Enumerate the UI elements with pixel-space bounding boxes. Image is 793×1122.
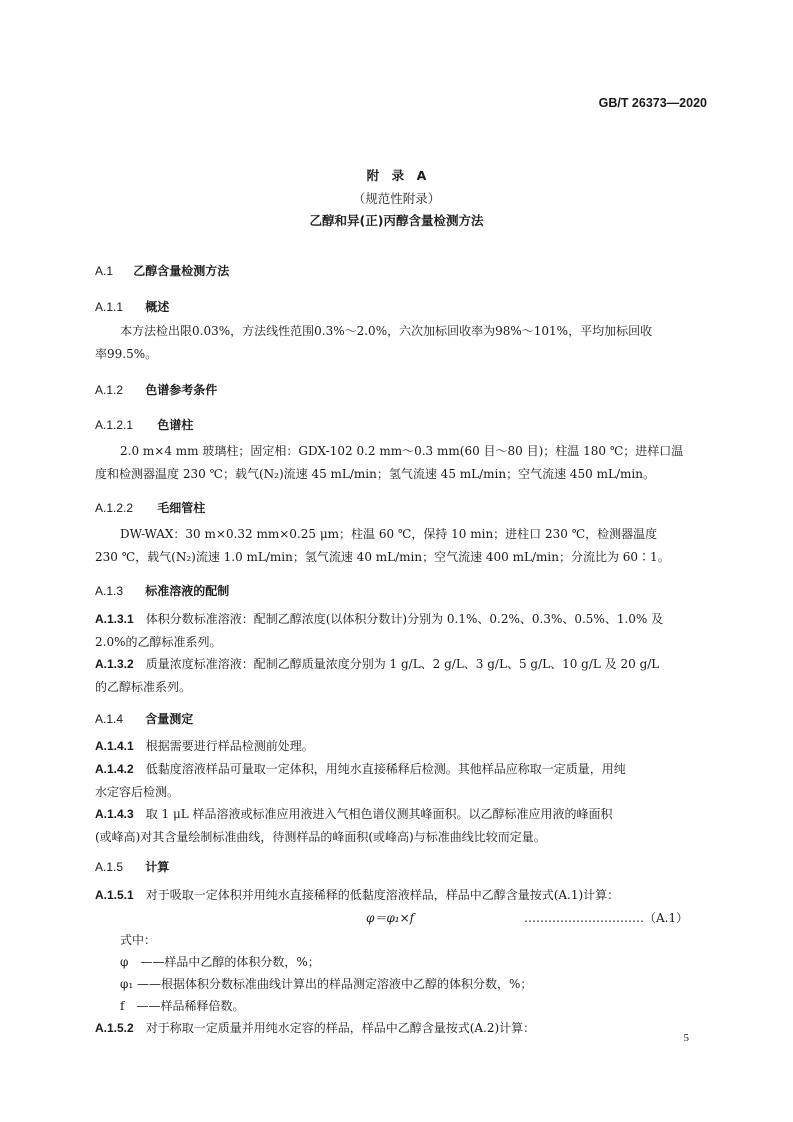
- clause-text: 取 1 μL 样品溶液或标准应用液进入气相色谱仪测其峰面积。以乙醇标准应用液的峰面积: [145, 807, 613, 821]
- clause-number: A.1.3.2: [95, 657, 134, 671]
- clause-text: 根据需要进行样品检测前处理。: [145, 739, 314, 753]
- section-a122-heading: [95, 499, 205, 516]
- clause-a151: [95, 884, 619, 906]
- section-number: A.1.2: [95, 383, 124, 397]
- page-number: 5: [683, 1032, 689, 1044]
- section-number: A.1.4: [95, 712, 124, 726]
- clause-a132: [95, 653, 659, 675]
- variable-definition: f ——样品稀释倍数。: [120, 999, 245, 1013]
- section-number: A.1.3: [95, 584, 124, 598]
- section-number: A.1.2.2: [95, 501, 134, 515]
- section-a11-heading: [95, 298, 169, 315]
- section-number: A.1.1: [95, 300, 124, 314]
- section-title: 概述: [145, 300, 170, 314]
- clause-number: A.1.4.3: [95, 807, 134, 821]
- section-title: 色谱柱: [157, 418, 194, 432]
- section-title: 标准溶液的配制: [145, 584, 230, 598]
- section-title: 计算: [145, 860, 170, 874]
- formula-number: …………………………（A.1）: [524, 911, 689, 925]
- paragraph-line: 2.0%的乙醇标准系列。: [95, 635, 222, 649]
- section-title: 毛细管柱: [157, 501, 206, 515]
- standard-number: GB/T 26373—2020: [598, 96, 707, 110]
- clause-number: A.1.4.1: [95, 739, 134, 753]
- section-title: 含量测定: [145, 712, 194, 726]
- section-number: A.1.2.1: [95, 418, 134, 432]
- where-label: 式中：: [120, 933, 157, 947]
- paragraph-line: 230 ℃，载气(N₂)流速 1.0 mL/min；氢气流速 40 mL/min；空气流速 400 mL/min；分流比为 60∶1。: [95, 550, 670, 564]
- section-a14-heading: [95, 710, 193, 727]
- clause-a141: [95, 735, 314, 757]
- section-a1-heading: [95, 262, 229, 279]
- clause-number: A.1.5.1: [95, 888, 134, 902]
- clause-text: 质量浓度标准溶液：配制乙醇质量浓度分别为 1 g/L、2 g/L、3 g/L、5 g/L、10 g/L 及 20 g/L: [145, 657, 660, 671]
- clause-text: 体积分数标准溶液：配制乙醇浓度(以体积分数计)分别为 0.1%、0.2%、0.3%、0.5%、1.0% 及: [145, 612, 664, 626]
- paragraph-line: 水定容后检测。: [95, 785, 180, 799]
- clause-a143: [95, 803, 613, 825]
- section-number: A.1.5: [95, 860, 124, 874]
- variable-definition: φ₁ ——根据体积分数标准曲线计算出的样品测定溶液中乙醇的体积分数，%；: [120, 977, 533, 991]
- section-a15-heading: [95, 858, 169, 875]
- appendix-subject: 乙醇和异(正)丙醇含量检测方法: [309, 213, 484, 228]
- appendix-type: （规范性附录）: [352, 191, 441, 206]
- variable-definition: φ ——样品中乙醇的体积分数，%；: [120, 955, 320, 969]
- clause-number: A.1.3.1: [95, 612, 134, 626]
- section-a13-heading: [95, 582, 229, 599]
- clause-a152: [95, 1017, 535, 1039]
- section-a12-heading: [95, 381, 217, 398]
- paragraph-line: DW-WAX：30 m×0.32 mm×0.25 μm；柱温 60 ℃，保持 10 min；进柱口 230 ℃，检测器温度: [120, 527, 658, 541]
- paragraph-line: (或峰高)对其含量绘制标准曲线，待测样品的峰面积(或峰高)与标准曲线比较而定量。: [95, 830, 546, 844]
- paragraph-line: 度和检测器温度 230 ℃；载气(N₂)流速 45 mL/min；氢气流速 45 mL/min；空气流速 450 mL/min。: [95, 467, 655, 481]
- paragraph-line: 率99.5%。: [95, 347, 158, 361]
- section-a121-heading: [95, 416, 193, 433]
- paragraph-line: 的乙醇标准系列。: [95, 680, 192, 694]
- appendix-title: 附 录 A: [366, 168, 427, 183]
- clause-text: 低黏度溶液样品可量取一定体积，用纯水直接稀释后检测。其他样品应称取一定质量，用纯: [145, 762, 626, 776]
- clause-number: A.1.4.2: [95, 762, 134, 776]
- formula-a1: φ＝φ₁×f: [366, 911, 415, 925]
- clause-text: 对于吸取一定体积并用纯水直接稀释的低黏度溶液样品，样品中乙醇含量按式(A.1)计算：: [145, 888, 620, 902]
- clause-text: 对于称取一定质量并用纯水定容的样品，样品中乙醇含量按式(A.2)计算：: [145, 1021, 536, 1035]
- paragraph-line: 2.0 m×4 mm 玻璃柱；固定相：GDX-102 0.2 mm～0.3 mm(60 目～80 目)；柱温 180 ℃；进样口温: [120, 444, 684, 458]
- clause-number: A.1.5.2: [95, 1021, 134, 1035]
- paragraph-line: 本方法检出限0.03%，方法线性范围0.3%～2.0%，六次加标回收率为98%～101%，平均加标回收: [120, 324, 653, 338]
- section-title: 色谱参考条件: [145, 383, 218, 397]
- clause-a142: [95, 758, 626, 780]
- clause-a131: [95, 608, 663, 630]
- section-number: A.1: [95, 264, 114, 278]
- section-title: 乙醇含量检测方法: [133, 264, 230, 278]
